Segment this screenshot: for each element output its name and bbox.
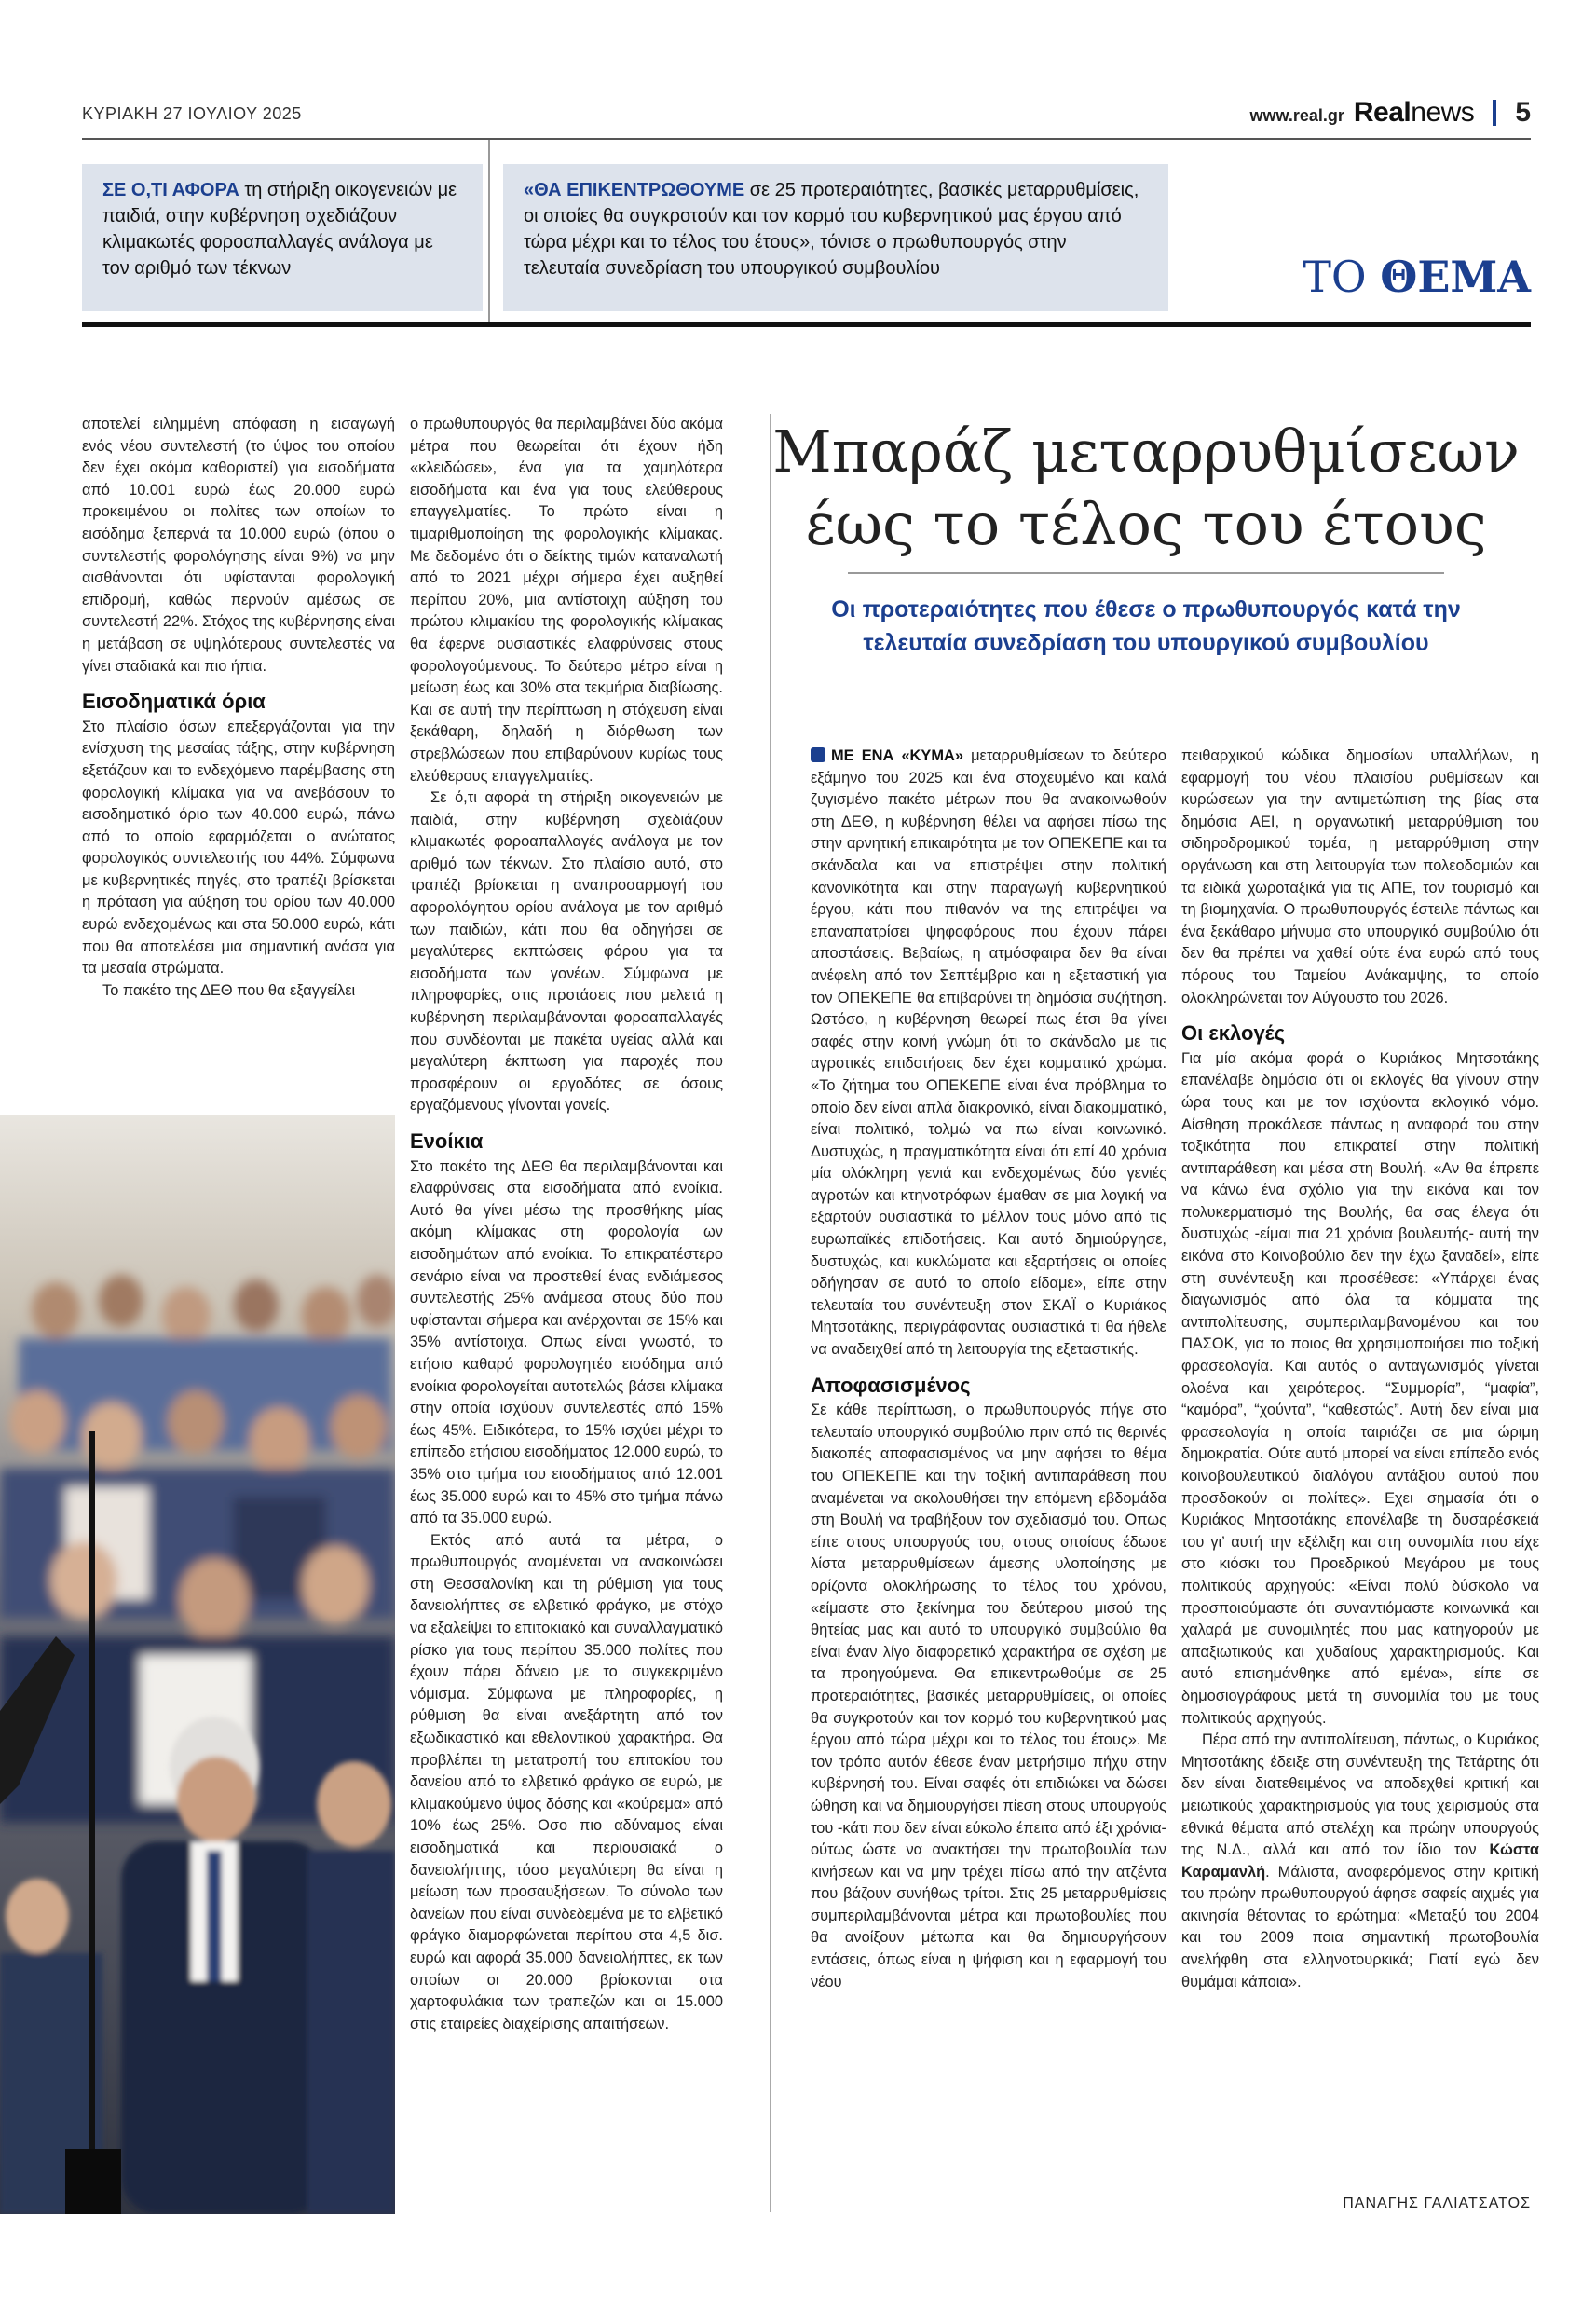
col1-paragraph-2: Στο πλαίσιο όσων επεξεργάζονται για την ενίσχυση της μεσαίας τάξης, στην κυβέρνηση εξετάζουν και το ενδεχόμενο παρέμβασης στη φορολογική κλίμακα για να ανεβάσουν το εισοδηματικό όριο των 40.000 ευρώ, πάνω από το οποίο εφαρμόζεται ο ανώτατος φορολογικός συντελεστής του 44%. Σύμφωνα με κυβερνητικές πηγές, στο τραπέζι βρίσκεται η πρόταση για αύξηση του ορίου των 40.000 ευρώ ενδεχομένως και στα 50.000 ευρώ, κάτι που θα αποτελέσει μια σημαντική ανάσα για τα μεσαία στρώματα. [82, 718, 395, 978]
subheading-income-limits: Εισοδηματικά όρια [82, 690, 266, 714]
column-1 [82, 414, 395, 1002]
column-4 [1181, 746, 1539, 1993]
subheading-determined: Αποφασισμένος [811, 1373, 971, 1397]
lead-caps: ΜΕ ΕΝΑ «ΚΥΜΑ» [831, 747, 963, 764]
section-prefix: ΤΟ [1303, 252, 1381, 302]
logo-bold: Real [1353, 97, 1412, 128]
logo-light: news [1411, 97, 1475, 128]
audience-photo [0, 1115, 395, 2214]
column-2 [410, 414, 723, 2035]
header-rule [82, 138, 1531, 140]
col4-p3-text-b: . Μάλιστα, αναφερόμενος στην κριτική του πρώην πρωθυπουργού άφησε σαφείς αιχμές για ακινησία θέτοντας το ερώτημα: «Μεταξύ του 2004 και του 2009 ποια σημαντική πρωτοβουλία ανελήφθη στα ελληνοτουρκικά; Γιατί εγώ δεν θυμάμαι κάποια». [1181, 1863, 1539, 1991]
bullet-icon [811, 747, 825, 762]
lead-text: μεταρρυθμίσεων το δεύτερο εξάμηνο του 2025 και ένα στοχευμένο και καλά ζυγισμένο πακέτο μέτρων που θα ανακοινωθούν στη ΔΕΘ, η κυβέρνηση θέλει να αφήσει πίσω της στην αρνητική επικαιρότητα με τον ΟΠΕΚΕΠΕ και τα σκάνδαλα και να επιστρέψει στην πολιτική κανονικότητα και στην παραγωγή κυβερνητικού έργου, κάτι που πιθανόν να της επιτρέψει να επαναπατρίσει ψηφοφόρους που έχουν πάρει αποστάσεις. Βεβαίως, η ατμόσφαιρα δεν θα είναι ανέφελη από τον Σεπτέμβριο και η εξεταστική για τον ΟΠΕΚΕΠΕ θα επιβαρύνει τη δημόσια συζήτηση. Ωστόσο, η κυβέρνηση θεωρεί πως έτσι θα γίνει σαφές στην κοινή γνώμη ότι το σκάνδαλο με τις αγροτικές επιδοτήσεις δεν έχει κομματικό χρώμα. «Το ζήτημα του ΟΠΕΚΕΠΕ είναι ένα πρόβλημα το οποίο δεν είναι απλά διακρονικό, είναι διακομματικό, είναι πολιτικό, τολμώ να πω είναι κοινωνικό. Δυστυχώς, η πραγματικότητα είναι ότι επί 40 χρόνια μία ολόκληρη γενιά και ενδεχομένως δύο γενιές αγροτών και κτηνοτρόφων έμαθαν σε μια λογική να εξαρτούν ουσιαστικά το μέλλον τους μόνο από τις ευρωπαϊκές επιδοτήσεις. Και αυτό δημιούργησε, δυστυχώς, και κυκλώματα και εξαρτήσεις οι οποίες οδήγησαν σε αυτό το οποίο είδαμε», είπε στην τελευταία του συνέντευξη στον ΣΚΑΪ ο Κυριάκος Μητσοτάκης, περιγράφοντας ουσιαστικά τι θα ήθελε να αναδειχθεί από τη λειτουργία της εξεταστικής. [811, 747, 1166, 1359]
headline [745, 416, 1547, 561]
col4-paragraph-1: πειθαρχικού κώδικα δημοσίων υπαλλήλων, η εφαρμογή του νέου πλαισίου ρυθμίσεων και κυρώσεων για την αντιμετώπιση της βίας στα δημόσια ΑΕΙ, η οργανωτική μεταρρύθμιση του σιδηροδρομικού τομέα, η μεταρρύθμιση στην οργάνωση και στη λειτουργία των πολεοδομιών και τα ειδικά χωροταξικά για τις ΑΠΕ, τον τουρισμό και τη βιομηχανία. Ο πρωθυπουργός έστειλε πάντως και ένα ξεκάθαρο μήνυμα στο υπουργικό συμβούλιο ότι δεν θα πρέπει να χαθεί ούτε ένα ευρώ από τους πόρους του Ταμείου Ανάκαμψης, το οποίο ολοκληρώνεται τον Αύγουστο του 2026. [1181, 747, 1539, 1006]
col4-paragraph-2: Για μία ακόμα φορά ο Κυριάκος Μητσοτάκης επανέλαβε δημόσια ότι οι εκλογές θα γίνουν στην ώρα τους και με τον ισχύοντα εκλογικό νόμο. Αίσθηση προκάλεσε πάντως η αναφορά του στην τοξικότητα που επικρατεί στην πολιτική αντιπαράθεση και μέσα στη Βουλή. «Αν θα έπρεπε να κάνω ένα σχόλιο για την εικόνα και τον πολυκερματισμό της Βουλής, θα σας έλεγα ότι δυστυχώς -είμαι πια 21 χρόνια βουλευτής- αυτή την εικόνα στο Κοινοβούλιο δεν την έχω ξαναδεί», είπε στη συνέντευξη και προσέθεσε: «Υπάρχει ένας διαγωνισμός από όλα τα κόμματα της αντιπολίτευσης, συμπεριλαμβανομένου και του ΠΑΣΟΚ, για το ποιος θα χρησιμοποιήσει πιο τοξική φρασεολογία. Και αυτός ο ανταγωνισμός γίνεται ολοένα και χειρότερος. “Συμμορία”, “μαφία”, “καμόρα”, “χούντα”, “καθεστώς”. Αυτή δεν είναι μια φρασεολογία η οποία ταιριάζει σε μια ώριμη δημοκρατία. Ούτε αυτό μπορεί να είναι επίπεδο ενός κοινοβουλευτικού διαλόγου αντάξιου αυτού που προσδοκούν οι πολίτες». Εχει σημασία ότι ο Κυριάκος Μητσοτάκης επανέλαβε τη δυσαρέσκειά του γι’ αυτή την εξέλιξη και στη συνομιλία που είχε στο κιόσκι του Προεδρικού Μεγάρου με τους πολιτικούς αρχηγούς: «Είναι πολύ δύσκολο να προσποιούμαστε ότι συναντιόμαστε κοινωνικά και χαλαρά με συνομιλητές που μας κατηγορούν με απαξιωτικούς και χυδαίους χαρακτηρισμούς. Και αυτό επισημάνθηκε από εμένα», είπε σε δημοσιογράφους μετά τη συνομιλία του με τους πολιτικούς αρχηγούς. [1181, 1049, 1539, 1727]
person-name: Κώστα Καραμανλή [1181, 1841, 1539, 1881]
col2-paragraph-2: Σε ό,τι αφορά τη στήριξη οικογενειών με παιδιά, στην κυβέρνηση σχεδιάζουν κλιμακωτές φοροαπαλλαγές ανάλογα με τον αριθμό των τέκνων. Στο πλαίσιο αυτό, στο τραπέζι βρίσκεται η αναπροσαρμογή του αφορολόγητου ορίου ανάλογα με τον αριθμό των παιδιών, κάτι που θα οδηγήσει σε μεγαλύτερες εκπτώσεις φόρου για τα εισοδήματα των γονέων. Σύμφωνα με πληροφορίες, στις προτάσεις που μελετά η κυβέρνηση περιλαμβάνονται φοροαπαλλαγές που συνδέονται με πακέτα υγείας αλλά και μεγαλύτερη έκπτωση για παροχές που προσφέρουν οι εργοδότες σε όσους εργαζόμενους γίνονται γονείς. [410, 789, 723, 1115]
headline-line-2: έως το τέλος του έτους [805, 490, 1487, 558]
teaser-left [82, 164, 483, 311]
site-url[interactable]: www.real.gr [1249, 106, 1344, 125]
col1-paragraph-3: Το πακέτο της ΔΕΘ που θα εξαγγείλει [102, 981, 356, 999]
teaser-divider [488, 140, 490, 326]
col3-paragraph-2: Σε κάθε περίπτωση, ο πρωθυπουργός πήγε στο τελευταίο υπουργικό συμβούλιο πριν από τις θερινές διακοπές αποφασισμένος να μην αφήσει το θέμα του ΟΠΕΚΕΠΕ και την τοξική αντιπαράθεση που αναμένεται να ακολουθήσει την επόμενη εβδομάδα στη Βουλή να τραβήξουν τον σχεδιασμό του. Οπως είπε στους υπουργούς του, στους οποίους έδωσε λίστα μεταρρυθμίσεων άμεσης υλοποίησης με ορίζοντα ολοκλήρωσης το τέλος του χρόνου, «είμαστε στο ξεκίνημα του δεύτερου μισού της θητείας μας και αυτό το υπουργικό συμβούλιο θα είναι έναν λίγο διαφορετικό χαρακτήρα σε σχέση με τα προηγούμενα. Θα επικεντρωθούμε σε 25 προτεραιότητες, βασικές μεταρρυθμίσεις, οι οποίες θα συγκροτούν και τον κορμό του κυβερνητικού μας έργου από τώρα μέχρι και το τέλος του έτους». Με τον τρόπο αυτόν έθεσε έναν μετρήσιμο πήχυ στην κυβέρνησή του. Είναι σαφές ότι επιδιώκει να δώσει ώθηση και να δημιουργήσει πίεση στους υπουργούς του -κάτι που δεν είναι εύκολο έπειτα από έξι χρόνια- ούτως ώστε να ανακτήσει την πρωτοβουλία των κινήσεων και να μην τρέχει πίσω από την ατζέντα που βάζουν συνήθως τρίτοι. Στις 25 μεταρρυθμίσεις συμπεριλαμβάνονται μέτρα και πρωτοβουλίες που θα ανοίξουν μέτωπα και θα δημιουργήσουν εντάσεις, όπως είναι η ψήφιση και η εφαρμογή του νέου [811, 1402, 1166, 1991]
col2-paragraph-3: Στο πακέτο της ΔΕΘ θα περιλαμβάνονται και ελαφρύνσεις στα εισοδήματα από ενοίκια. Αυτό θα γίνει μέσω της προσθήκης μίας ακόμη κλίμακας στη φορολογία ων εισοδημάτων από ενοίκια. Το επικρατέστερο σενάριο είναι να προστεθεί ένας ενδιάμεσος συντελεστής 25% ανάμεσα στους δύο που υφίστανται σήμερα και ανέρχονται σε 15% και 35% αντίστοιχα. Οπως είναι γνωστό, το ετήσιο καθαρό φορολογητέο εισόδημα από ενοίκια φορολογείται αυτοτελώς βάσει κλίμακα στην οποία ισχύουν συντελεστές από 15% έως 45%. Ειδικότερα, το 15% ισχύει μέχρι το επίπεδο ετήσιου εισοδήματος 12.000 ευρώ, το 35% στο τμήμα του εισοδήματος από 12.001 έως 35.000 ευρώ και το 45% στο τμήμα πάνω από τα 35.000 ευρώ. [410, 1157, 723, 1527]
col4-p3-text-a: Πέρα από την αντιπολίτευση, πάντως, ο Κυριάκος Μητσοτάκης έδειξε στη συνέντευξη της Τετάρτης ότι δεν είναι διατεθειμένος να αποδεχθεί κριτική και μειωτικούς χαρακτηρισμούς για τους χειρισμούς στα εθνικά θέματα από στελέχη και πρώην υπουργούς της Ν.Δ., αλλά και από τον ίδιο τον [1181, 1731, 1539, 1859]
section-label [1303, 252, 1531, 302]
column-3 [811, 746, 1166, 1993]
subheading-elections: Οι εκλογές [1181, 1021, 1286, 1046]
col4-paragraph-3 [1181, 1730, 1539, 1993]
col3-paragraph-1 [811, 746, 1166, 1361]
section-name: ΘΕΜΑ [1380, 252, 1531, 302]
issue-date: ΚΥΡΙΑΚΗ 27 ΙΟΥΛΙΟΥ 2025 [82, 104, 302, 123]
column-divider [770, 414, 771, 2212]
masthead [1250, 97, 1531, 129]
teaser-left-text: τη στήριξη οικογενειών με παιδιά, στην κυβέρνηση σχεδιάζουν κλιμακωτές φοροαπαλλαγές ανάλογα με τον αριθμό των τέκνων [102, 180, 457, 279]
col2-paragraph-4: Εκτός από αυτά τα μέτρα, ο πρωθυπουργός αναμένεται να ανακοινώσει στη Θεσσαλονίκη και τη ρύθμιση για τους δανειολήπτες σε ελβετικό φράγκο, με στόχο να εξαλείψει το επιτοκιακό και συναλλαγματικό ρίσκο για τους περίπου 35.000 πολίτες που έχουν πάρει δάνειο με το συγκεκριμένο νόμισμα. Σύμφωνα με πληροφορίες, η ρύθμιση θα είναι ανεξάρτητη από τον εξωδικαστικό και εθελοντικού χαρακτήρα. Θα προβλέπει τη μετατροπή του επιτοκίου του δανείου από το ελβετικό φράγκο σε ευρώ, με κλιμακούμενο ύψος δόσης και «κούρεμα» από 10% έως 25%. Οσο πιο αδύναμος είναι εισοδηματικά και περιουσιακά ο δανειολήπτης, τόσο μεγαλύτερη θα είναι η μείωση των προσαυξήσεων. Το σύνολο των δανείων που είναι συνδεδεμένα με το ελβετικό φράγκο διαμορφώνεται περίπου στα 4,5 δισ. ευρώ και αφορά 35.000 δανειολήπτες, εκ των οποίων οι 20.000 βρίσκονται στα χαρτοφυλάκια των τραπεζών και οι 15.000 στις εταιρείες διαχείρισης απαιτήσεων. [410, 1531, 723, 2032]
teaser-right-text: σε 25 προτεραιότητες, βασικές μεταρρυθμίσεις, οι οποίες θα συγκροτούν και τον κορμό του κυβερνητικού μας έργου από τώρα μέχρι και το τέλος του έτους», τόνισε ο πρωθυπουργός στην τελευταία συνεδρίαση του υπουργικού συμβουλίου [524, 180, 1139, 279]
article-photo [0, 1115, 395, 2214]
headline-line-1: Μπαράζ μεταρρυθμίσεων [772, 417, 1520, 486]
page-number: 5 [1515, 97, 1531, 128]
col2-paragraph-1: ο πρωθυπουργός θα περιλαμβάνει δύο ακόμα μέτρα που θεωρείται ότι έχουν ήδη «κλειδώσει», ένα για τα χαμηλότερα εισοδήματα και ένα για τους ελεύθερους επαγγελματίες. Το πρώτο είναι η τιμαριθμοποίηση της φορολογικής κλίμακας. Με δεδομένο ότι ο δείκτης τιμών καταναλωτή από το 2021 μέχρι σήμερα έχει αυξηθεί περίπου 20%, μια αντίστοιχη αύξηση του πρώτου κλιμακίου της φορολογικής κλίμακας θα έφερνε ουσιαστικές ελαφρύνσεις στους φορολογούμενους. Το δεύτερο μέτρο είναι η μείωση έως και 30% στα τεκμήρια διαβίωσης. Και σε αυτή την περίπτωση η στόχευση είναι ξεκάθαρη, δηλαδή η διόρθωση των στρεβλώσεων που επιβαρύνουν κυρίως τους ελεύθερους επαγγελματίες. [410, 416, 723, 785]
headline-rule [848, 572, 1444, 574]
microphone-stand [89, 1431, 95, 2214]
section-rule [82, 322, 1531, 327]
realnews-logo [1354, 97, 1474, 129]
teaser-left-lead: ΣΕ Ο,ΤΙ ΑΦΟΡΑ [102, 180, 239, 200]
col1-paragraph-1: αποτελεί ειλημμένη απόφαση η εισαγωγή ενός νέου συντελεστή (το ύψος του οποίου δεν έχει ακόμα καθοριστεί) για εισοδήματα από 10.001 ευρώ έως 20.000 ευρώ προκειμένου οι πολίτες των οποίων το εισόδημα ξεπερνά τα 10.000 ευρώ (όπου ο συντελεστής φορολόγησης είναι 9%) να μην αισθάνονται ότι υφίστανται φορολογική επιδρομή, καθώς περνούν αμέσως σε συντελεστή 22%. Στόχος της κυβέρνησης είναι η μετάβαση σε υψηλότερους συντελεστές να γίνει σταδιακά και πιο ήπια. [82, 416, 395, 675]
subheading-rents: Ενοίκια [410, 1129, 484, 1153]
teaser-right [503, 164, 1168, 311]
teaser-right-lead: «ΘΑ ΕΠΙΚΕΝΤΡΩΘΟΥΜΕ [524, 180, 745, 200]
byline: ΠΑΝΑΓΗΣ ΓΑΛΙΑΤΣΑΤΟΣ [1343, 2196, 1531, 2211]
masthead-divider [1493, 100, 1496, 126]
subheadline: Οι προτεραιότητες που έθεσε ο πρωθυπουργός κατά την τελευταία συνεδρίαση του υπουργικού συμβουλίου [831, 596, 1461, 656]
